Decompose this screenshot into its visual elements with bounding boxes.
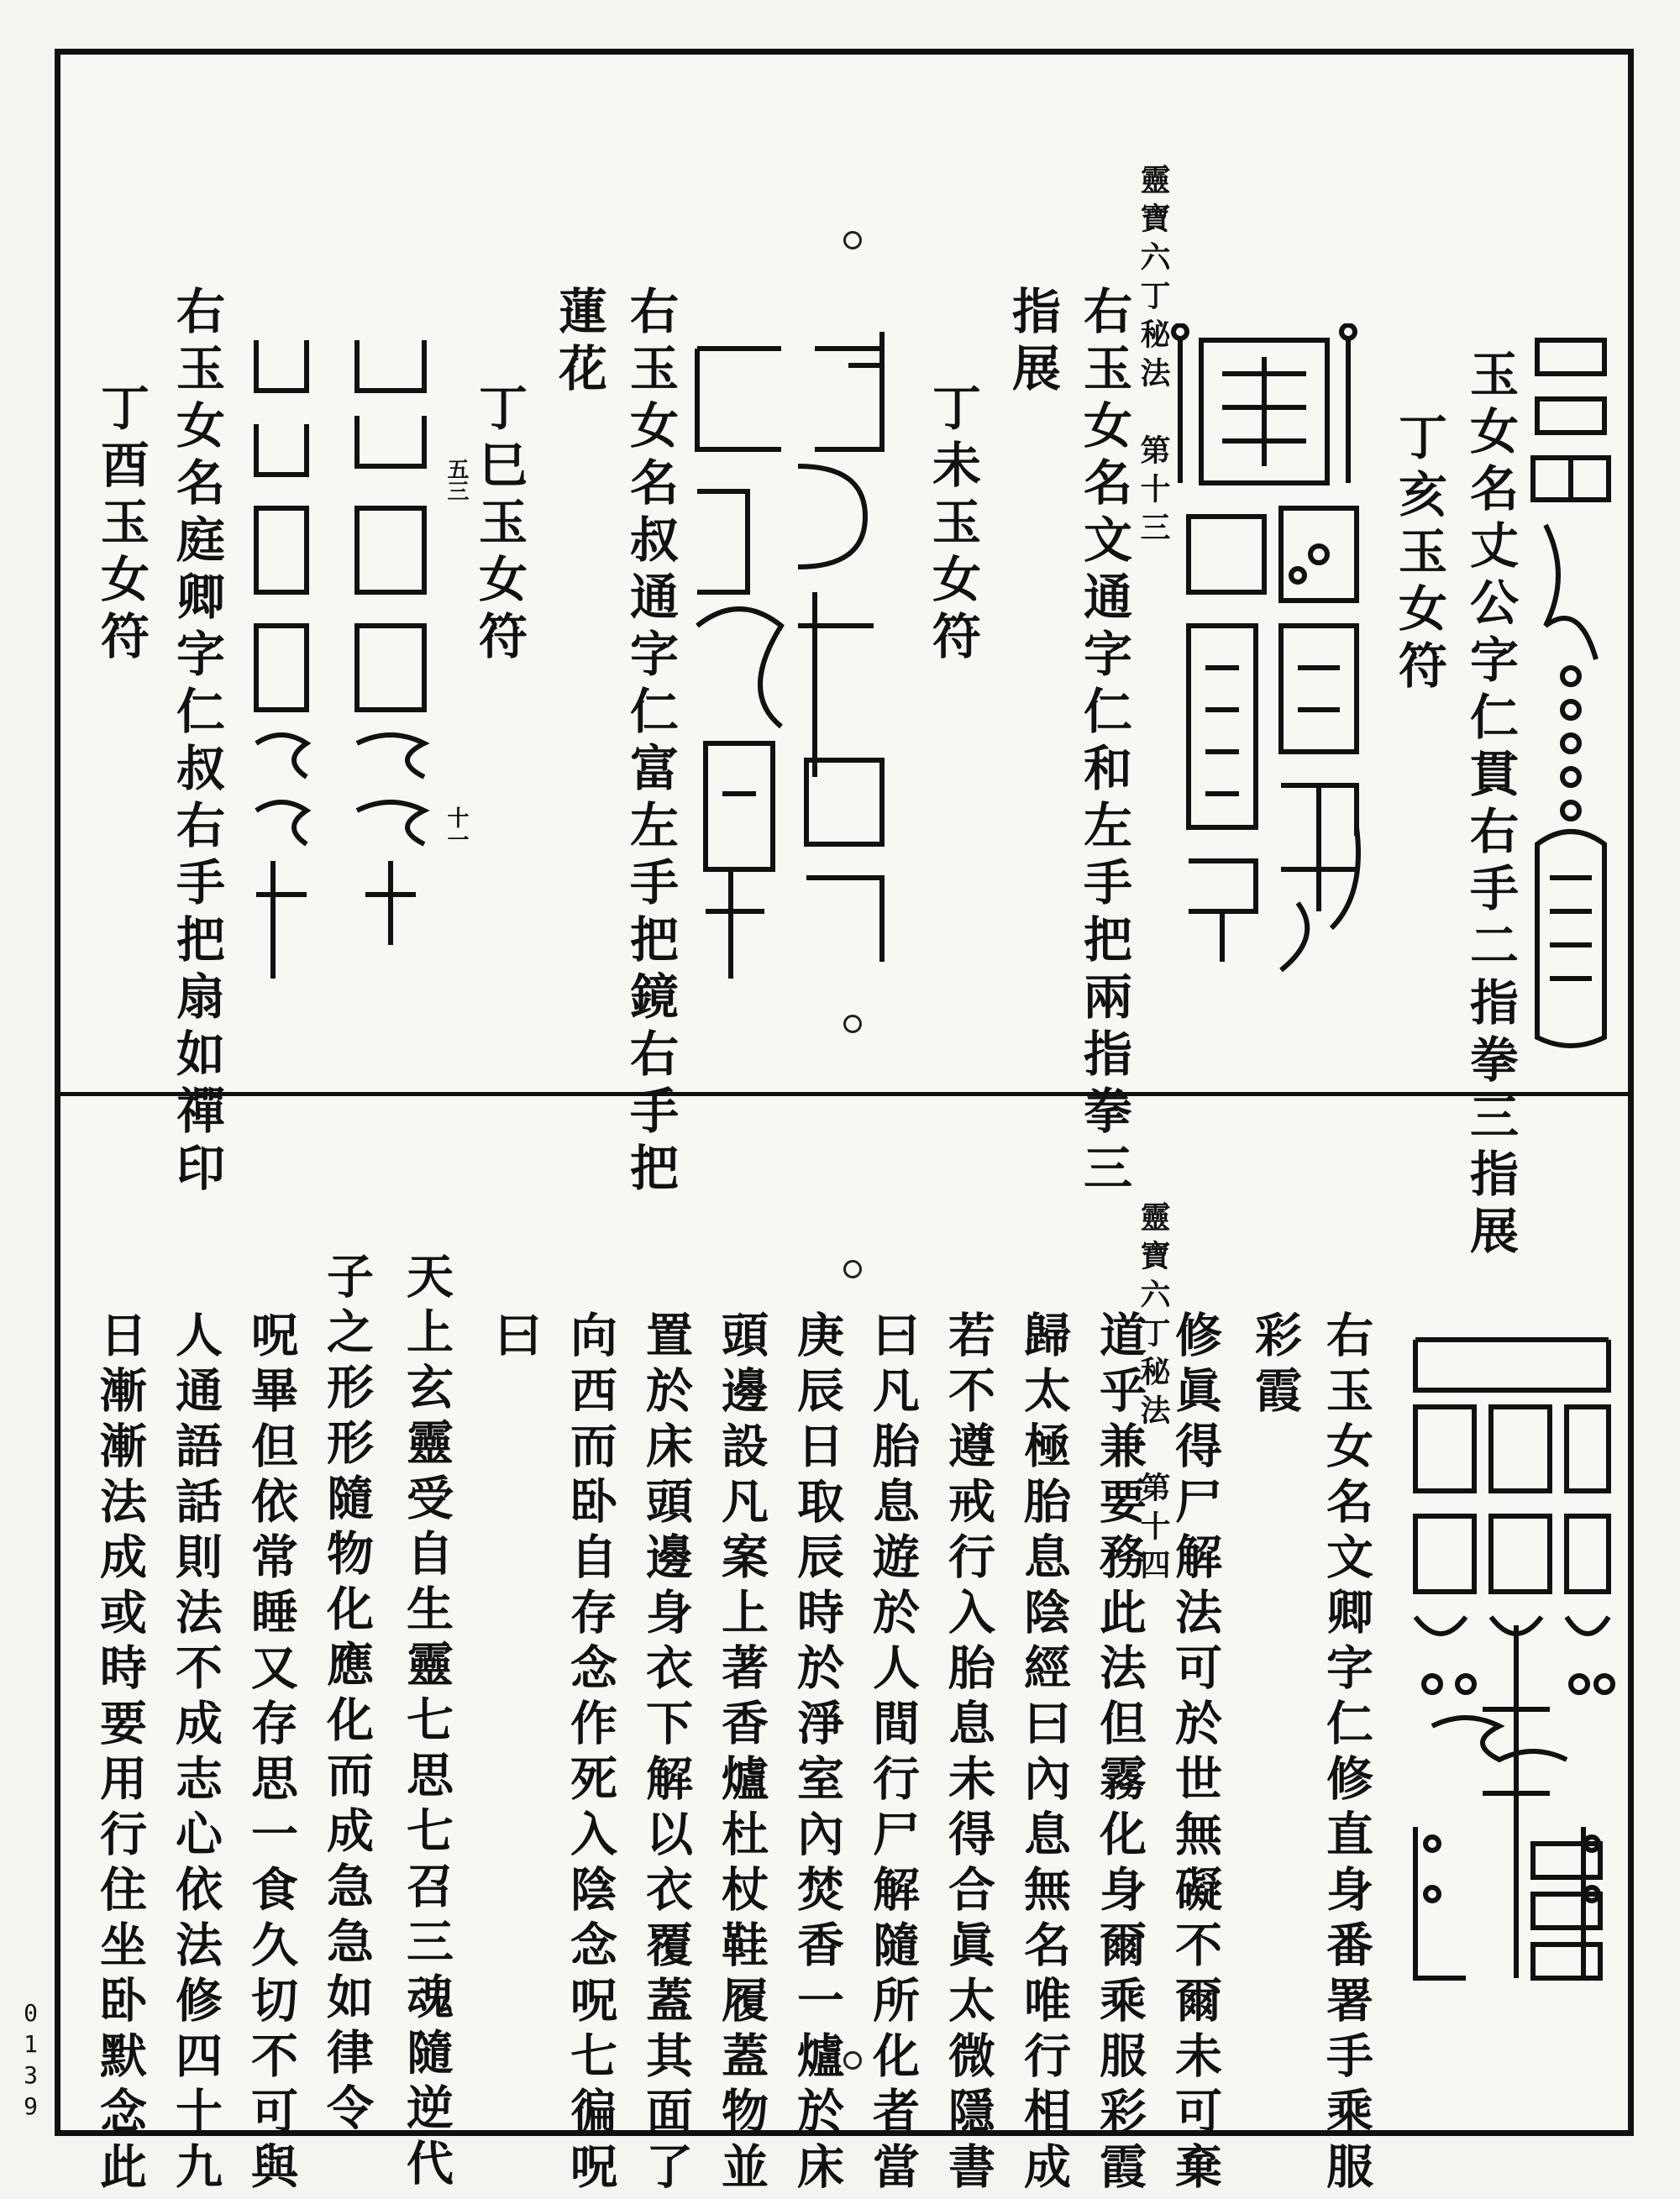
bottom-column-1: 右玉女名文卿字仁修直身番署手乘服: [1319, 1310, 1374, 2197]
page-divider: [55, 1092, 1634, 1096]
bottom-column-7: 曰凡胎息遊於人間行尸解隨所化者當: [865, 1310, 921, 2197]
binding-hole-top: [843, 231, 862, 249]
top-column-10: 丁酉玉女符: [92, 382, 150, 668]
top-column-6: 右玉女名叔通字仁富左手把鏡右手把: [622, 286, 679, 1199]
top-column-5: 丁未玉女符: [924, 382, 981, 668]
talisman-seal-4: [239, 323, 441, 987]
top-column-4: 指展: [1004, 286, 1061, 400]
top-column-3: 右玉女名文通字仁和左手把兩指拳三: [1075, 286, 1132, 1199]
top-column-7: 蓮花: [550, 286, 607, 400]
binding-hole-bottom: [843, 1260, 862, 1278]
bottom-column-17: 日漸漸法成或時要用行住坐卧默念此: [92, 1310, 148, 2197]
bottom-column-8: 庚辰日取辰時於淨室內焚香一爐於床: [790, 1310, 845, 2197]
top-column-8-note: 五三: [444, 458, 469, 501]
bottom-column-9: 頭邊設凡案上著香爐杜杖鞋履蓋物並: [714, 1310, 769, 2197]
top-column-1: 玉女名丈公字仁貫右手二指拳三指展: [1462, 349, 1519, 1262]
top-column-8-tail: 十一: [444, 806, 469, 850]
top-column-8: 丁巳玉女符: [470, 382, 528, 668]
top-page-header: 靈寶六丁秘法 第十三: [1136, 164, 1171, 550]
binding-hole-top-lower: [843, 1015, 862, 1033]
binding-hole-bottom-lower: [843, 2051, 862, 2070]
bottom-column-5: 歸太極胎息陰經曰內息無名唯行相成: [1016, 1310, 1072, 2197]
bottom-column-13: 天上玄靈受自生靈七思七召三魂隨逆代: [399, 1252, 454, 2194]
talisman-seal-5: [1399, 1323, 1625, 2012]
talisman-seal-3: [680, 323, 899, 987]
top-column-9: 右玉女名庭卿字仁叔右手把扇如禪印: [168, 286, 225, 1199]
bottom-column-11: 向西而卧自存念作死入陰念呪七徧呪: [563, 1310, 618, 2197]
bottom-column-2: 彩霞: [1247, 1310, 1303, 1421]
bottom-column-10: 置於床頭邊身衣下解以衣覆蓋其面了: [638, 1310, 694, 2197]
talisman-seal-1: [1520, 323, 1621, 1079]
bottom-column-16: 人通語話則法不成志心依法修四十九: [168, 1310, 223, 2197]
bottom-column-3: 修眞得尸解法可於世無礙不爾未可棄: [1168, 1310, 1223, 2197]
bottom-column-6: 若不遵戒行入胎息未得合眞太微隱書: [941, 1310, 996, 2197]
top-column-2: 丁亥玉女符: [1390, 412, 1447, 697]
bottom-column-15: 呪畢但依常睡又存思一食久切不可與: [244, 1310, 299, 2197]
bottom-page-header: 靈寶六丁秘法 第十四: [1136, 1201, 1171, 1588]
page-number: 0139: [17, 1999, 45, 2123]
talisman-seal-2: [1155, 323, 1373, 987]
bottom-column-14: 子之形形隨物化應化而成急急如律令: [319, 1252, 375, 2139]
bottom-column-12: 曰: [487, 1310, 543, 1366]
bottom-column-4: 道乎兼要務此法但霧化身爾乘服彩霞: [1092, 1310, 1147, 2197]
